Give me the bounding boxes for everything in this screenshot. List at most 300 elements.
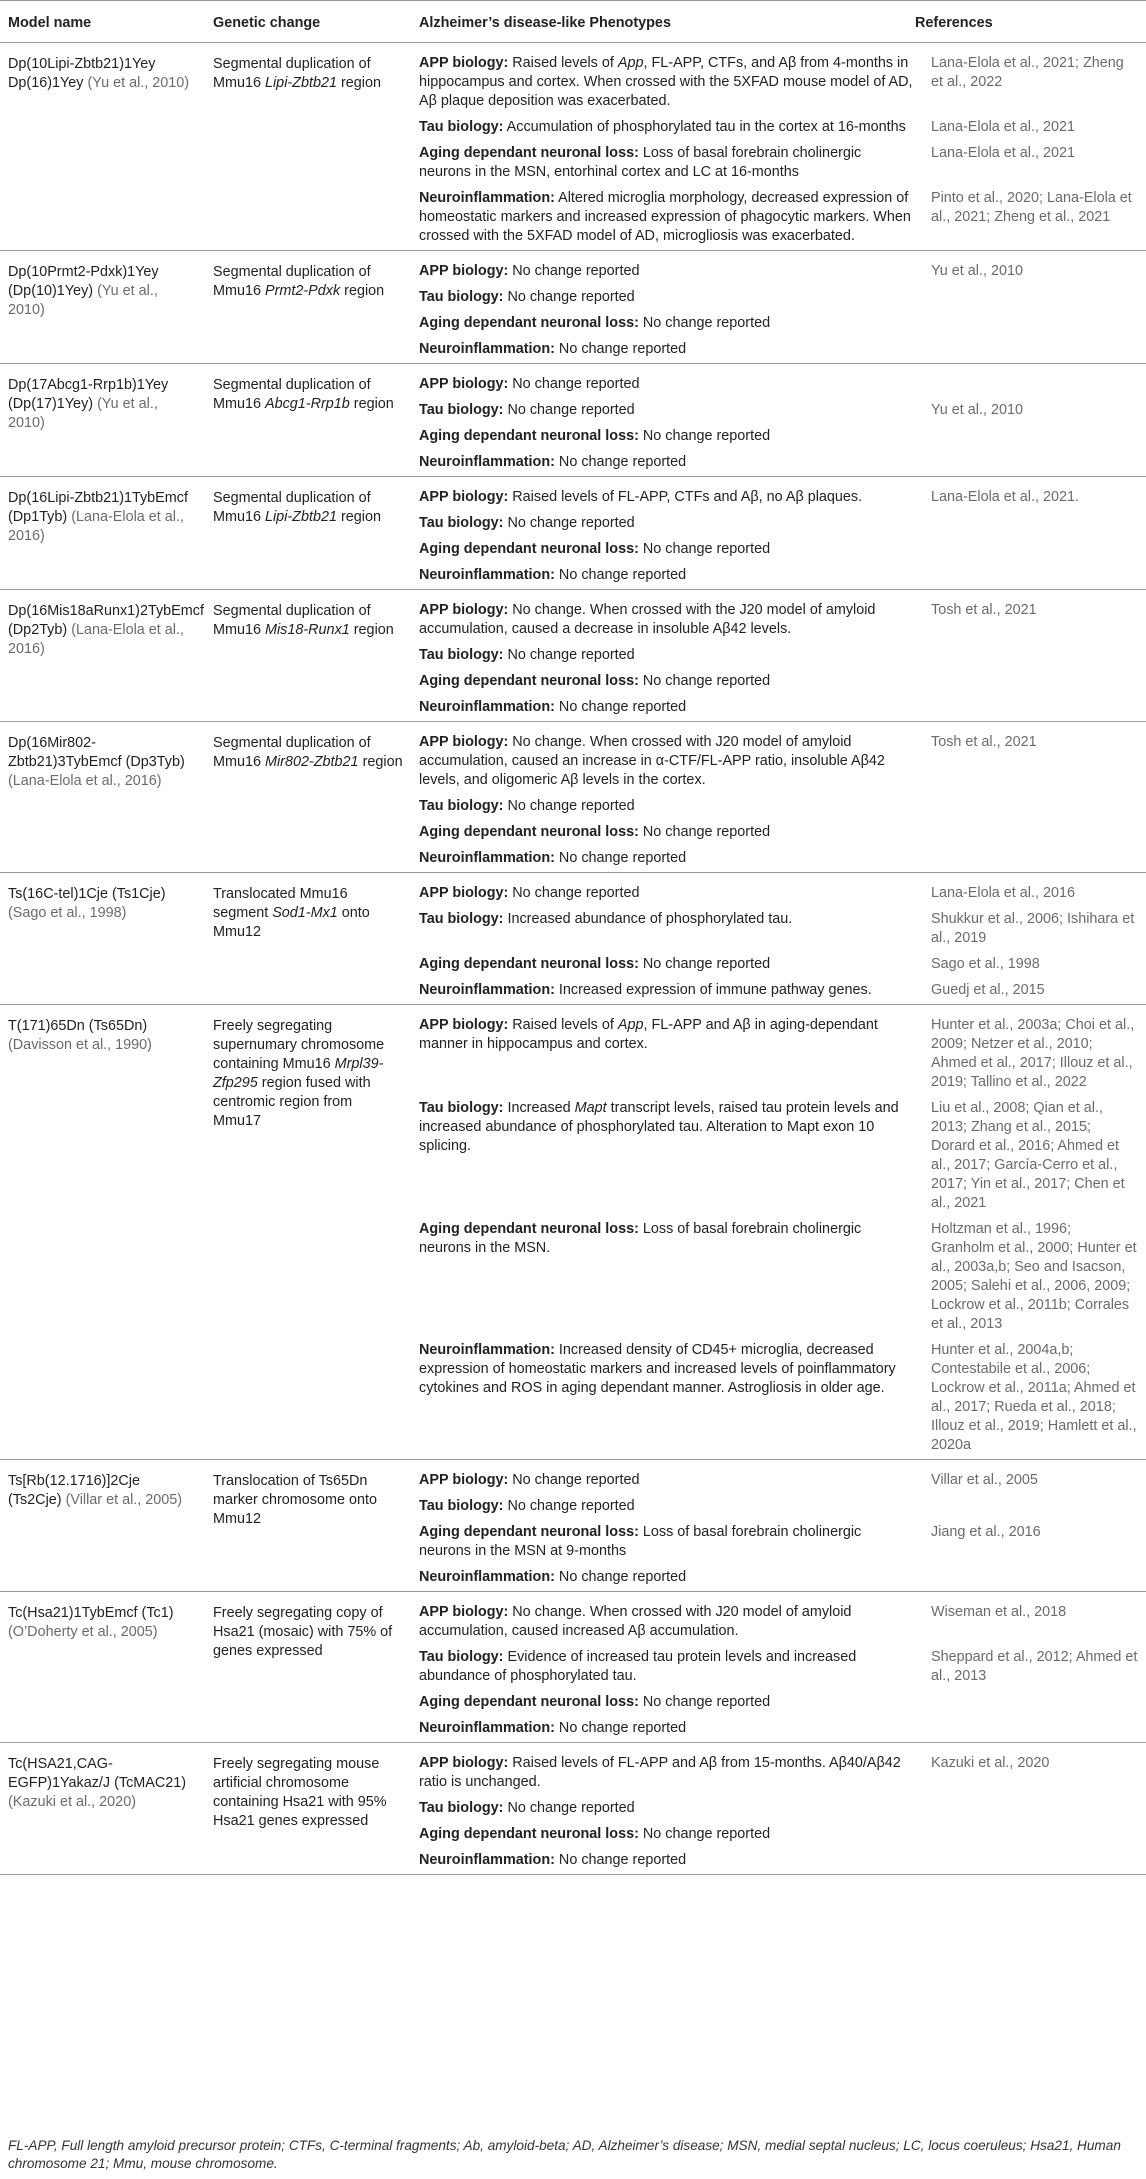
- phenotype-references: [915, 1822, 1138, 1848]
- phenotype-references: [915, 450, 1138, 476]
- phenotype-references: Yu et al., 2010: [931, 263, 1024, 279]
- genetic-change-text: Segmental duplication of Mmu16: [213, 264, 371, 299]
- phenotype-text: [419, 794, 915, 820]
- phenotype-row: [419, 485, 1138, 511]
- phenotype-references: Lana-Elola et al., 2021; Zheng et al., 2022: [931, 55, 1124, 90]
- phenotype-references: Guedj et al., 2015: [931, 982, 1045, 998]
- phenotype-row: [419, 1796, 1138, 1822]
- phenotype-references: Wiseman et al., 2018: [931, 1604, 1067, 1620]
- phenotype-description: Loss of basal forebrain cholinergic neurons in the MSN, entorhinal cortex and LC at 16-months: [419, 145, 862, 180]
- phenotype-label: Tau biology:: [419, 289, 504, 305]
- phenotype-text: [419, 1716, 915, 1742]
- phenotype-references: Lana-Elola et al., 2021: [931, 145, 1076, 161]
- model-name: Dp(16Lipi-Zbtb21)1TybEmcf (Dp1Tyb): [8, 490, 188, 525]
- phenotypes-cell: [411, 873, 1146, 1005]
- phenotype-row: [419, 1013, 1138, 1096]
- phenotype-description: No change reported: [503, 1800, 635, 1816]
- phenotype-label: Aging dependant neuronal loss:: [419, 428, 639, 444]
- genetic-change-text: Segmental duplication of Mmu16: [213, 735, 371, 770]
- genetic-change-cell: [205, 1592, 411, 1743]
- phenotype-list: [419, 372, 1138, 476]
- phenotype-gene: App: [617, 55, 644, 71]
- phenotype-description: Increased: [503, 1100, 575, 1116]
- phenotype-row: [419, 1338, 1138, 1459]
- phenotype-label: Tau biology:: [419, 647, 504, 663]
- genetic-change-suffix: region fused with centromic region from Mmu17: [213, 1075, 371, 1129]
- phenotype-row: [419, 1468, 1138, 1494]
- phenotype-label: Tau biology:: [419, 1649, 504, 1665]
- model-name-cell: [0, 477, 205, 590]
- phenotype-label: Aging dependant neuronal loss:: [419, 824, 639, 840]
- model-name-cell: [0, 43, 205, 251]
- phenotype-description: No change. When crossed with J20 model of amyloid accumulation, caused increased Aβ accumulation.: [419, 1604, 852, 1639]
- model-citation: (Villar et al., 2005): [65, 1492, 183, 1508]
- phenotype-label: APP biology:: [419, 1017, 509, 1033]
- model-name: T(171)65Dn (Ts65Dn): [8, 1018, 148, 1034]
- phenotype-text: [419, 1013, 915, 1096]
- phenotype-description: No change reported: [554, 850, 687, 866]
- table-footnote: FL-APP, Full length amyloid precursor protein; CTFs, C-terminal fragments; Ab, amyloid-beta; AD, Alzheimer’s disease; MSN, medial septal nucleus; LC, locus coeruleus; Hsa21, Human chromosome 21; Mmu, mouse chromosome.: [8, 2138, 1121, 2171]
- phenotype-text: [419, 141, 915, 186]
- phenotype-description: No change reported: [508, 376, 640, 392]
- phenotype-text: [419, 1096, 915, 1217]
- phenotype-list: [419, 598, 1138, 721]
- phenotype-references: [915, 820, 1138, 846]
- genetic-change-cell: [205, 43, 411, 251]
- table-row: [0, 43, 1146, 251]
- phenotype-label: APP biology:: [419, 55, 509, 71]
- phenotype-references: [915, 511, 1138, 537]
- phenotype-references: [915, 1690, 1138, 1716]
- phenotype-label: Tau biology:: [419, 515, 504, 531]
- phenotype-label: Neuroinflammation:: [419, 982, 555, 998]
- phenotype-row: [419, 820, 1138, 846]
- phenotype-references: [915, 1565, 1138, 1591]
- genetic-change-cell: [205, 1743, 411, 1875]
- phenotype-row: [419, 1848, 1138, 1874]
- phenotypes-cell: [411, 364, 1146, 477]
- phenotype-text: [419, 285, 915, 311]
- phenotype-row: [419, 450, 1138, 476]
- phenotype-references: Lana-Elola et al., 2021: [931, 119, 1076, 135]
- genetic-region: Prmt2-Pdxk: [264, 283, 341, 299]
- phenotype-row: [419, 695, 1138, 721]
- header-model-name: Model name: [0, 1, 205, 43]
- phenotype-description: Increased expression of immune pathway genes.: [554, 982, 872, 998]
- phenotype-description-cont: transcript levels, raised tau protein levels and increased abundance of phosphorylated tau. Alteration to Mapt exon 10 splicing.: [419, 1100, 899, 1154]
- phenotype-description: Raised levels of FL-APP, CTFs and Aβ, no Aβ plaques.: [508, 489, 863, 505]
- phenotype-row: [419, 285, 1138, 311]
- phenotype-row: [419, 1751, 1138, 1796]
- genetic-change-text: Translocated Mmu16 segment: [213, 886, 348, 921]
- phenotype-references: [915, 424, 1138, 450]
- phenotype-label: Tau biology:: [419, 911, 504, 927]
- table-row: [0, 1460, 1146, 1592]
- phenotype-label: Tau biology:: [419, 402, 504, 418]
- phenotype-text: [419, 1520, 915, 1565]
- model-name-cell: [0, 722, 205, 873]
- phenotype-text: [419, 186, 915, 250]
- phenotype-gene: App: [617, 1017, 644, 1033]
- phenotype-references: Yu et al., 2010: [931, 402, 1024, 418]
- phenotype-list: [419, 1468, 1138, 1591]
- genetic-change-cell: [205, 873, 411, 1005]
- phenotype-label: Neuroinflammation:: [419, 567, 555, 583]
- genetic-change-cell: [205, 1460, 411, 1592]
- phenotype-references: [915, 285, 1138, 311]
- model-citation: (O’Doherty et al., 2005): [8, 1624, 158, 1640]
- phenotype-references: Tosh et al., 2021: [931, 602, 1037, 618]
- model-citation: (Lana-Elola et al., 2016): [8, 773, 162, 789]
- phenotype-label: Neuroinflammation:: [419, 190, 555, 206]
- genetic-region: Mir802-Zbtb21: [264, 754, 359, 770]
- phenotype-label: Tau biology:: [419, 119, 504, 135]
- model-name-cell: [0, 1005, 205, 1460]
- phenotype-row: [419, 1690, 1138, 1716]
- model-name: Dp(10Lipi-Zbtb21)1Yey Dp(16)1Yey: [8, 56, 156, 91]
- phenotype-row: [419, 669, 1138, 695]
- phenotype-references: Hunter et al., 2004a,b; Contestabile et al., 2006; Lockrow et al., 2011a; Ahmed et al., 2017; Rueda et al., 2018; Illouz et al., 2019; Hamlett et al., 2020a: [931, 1342, 1137, 1453]
- model-citation: (Lana-Elola et al., 2016): [8, 622, 184, 657]
- phenotype-description: Altered microglia morphology, decreased expression of homeostatic markers and increased expression of phagocytic markers. When crossed with the 5XFAD model of AD, microgliosis was exacerbated.: [419, 190, 911, 244]
- phenotypes-cell: [411, 590, 1146, 722]
- phenotype-text: [419, 695, 915, 721]
- phenotype-label: Neuroinflammation:: [419, 1720, 555, 1736]
- phenotypes-cell: [411, 251, 1146, 364]
- phenotype-description: Loss of basal forebrain cholinergic neurons in the MSN.: [419, 1221, 862, 1256]
- table-row: [0, 1005, 1146, 1460]
- genetic-change-cell: [205, 251, 411, 364]
- phenotype-label: Neuroinflammation:: [419, 850, 555, 866]
- phenotype-row: [419, 51, 1138, 115]
- phenotype-row: [419, 643, 1138, 669]
- phenotype-description: No change reported: [638, 428, 771, 444]
- model-name: Dp(10Prmt2-Pdxk)1Yey (Dp(10)1Yey): [8, 264, 159, 299]
- phenotype-description: No change reported: [638, 315, 771, 331]
- phenotype-list: [419, 1751, 1138, 1874]
- phenotype-list: [419, 485, 1138, 589]
- phenotype-label: Aging dependant neuronal loss:: [419, 145, 639, 161]
- phenotype-row: [419, 311, 1138, 337]
- phenotype-row: [419, 115, 1138, 141]
- phenotypes-cell: [411, 477, 1146, 590]
- table-row: [0, 1743, 1146, 1875]
- genetic-change-suffix: region: [349, 622, 394, 638]
- phenotype-text: [419, 1338, 915, 1459]
- phenotype-row: [419, 259, 1138, 285]
- phenotype-references: Sheppard et al., 2012; Ahmed et al., 2013: [931, 1649, 1138, 1684]
- phenotype-label: APP biology:: [419, 1472, 509, 1488]
- phenotype-label: Aging dependant neuronal loss:: [419, 1826, 639, 1842]
- phenotype-row: [419, 1565, 1138, 1591]
- phenotype-row: [419, 978, 1138, 1004]
- phenotype-text: [419, 846, 915, 872]
- phenotype-row: [419, 952, 1138, 978]
- header-genetic-change: Genetic change: [205, 1, 411, 43]
- genetic-change-text: Translocation of Ts65Dn marker chromosome onto Mmu12: [213, 1473, 377, 1527]
- phenotype-description: No change reported: [508, 263, 640, 279]
- phenotype-references: [915, 1716, 1138, 1742]
- phenotype-label: APP biology:: [419, 885, 509, 901]
- phenotype-description: No change reported: [638, 956, 771, 972]
- phenotype-references: [915, 1848, 1138, 1874]
- phenotype-references: Liu et al., 2008; Qian et al., 2013; Zhang et al., 2015; Dorard et al., 2016; Ahmed et al., 2017; García-Cerro et al., 2017; Yin et al., 2017; Chen et al., 2021: [931, 1100, 1125, 1211]
- model-name: Dp(16Mis18aRunx1)2TybEmcf (Dp2Tyb): [8, 603, 204, 638]
- phenotype-label: APP biology:: [419, 1755, 509, 1771]
- phenotype-row: [419, 881, 1138, 907]
- phenotype-text: [419, 1565, 915, 1591]
- phenotype-label: APP biology:: [419, 263, 509, 279]
- genetic-region: Abcg1-Rrp1b: [264, 396, 350, 412]
- genetic-change-text: Segmental duplication of Mmu16: [213, 56, 371, 91]
- genetic-change-text: Freely segregating supernumary chromosome containing Mmu16: [213, 1018, 385, 1072]
- model-citation: (Yu et al., 2010): [8, 283, 158, 318]
- phenotype-label: Aging dependant neuronal loss:: [419, 315, 639, 331]
- phenotype-label: APP biology:: [419, 1604, 509, 1620]
- phenotype-text: [419, 598, 915, 643]
- phenotype-row: [419, 1217, 1138, 1338]
- phenotype-row: [419, 598, 1138, 643]
- phenotype-description: No change reported: [554, 699, 687, 715]
- phenotype-references: Kazuki et al., 2020: [931, 1755, 1050, 1771]
- phenotype-references: [915, 563, 1138, 589]
- phenotype-references: Sago et al., 1998: [931, 956, 1040, 972]
- phenotype-label: APP biology:: [419, 489, 509, 505]
- phenotype-text: [419, 563, 915, 589]
- phenotype-label: Aging dependant neuronal loss:: [419, 541, 639, 557]
- phenotype-label: Neuroinflammation:: [419, 699, 555, 715]
- phenotype-label: Tau biology:: [419, 1498, 504, 1514]
- phenotype-description: Evidence of increased tau protein levels and increased abundance of phosphorylated tau.: [419, 1649, 857, 1684]
- phenotype-references: [915, 311, 1138, 337]
- phenotype-text: [419, 730, 915, 794]
- phenotype-text: [419, 1796, 915, 1822]
- genetic-change-suffix: region: [358, 754, 403, 770]
- model-name-cell: [0, 1460, 205, 1592]
- phenotype-description: No change reported: [554, 341, 687, 357]
- phenotype-references: [915, 337, 1138, 363]
- phenotype-references: [915, 1494, 1138, 1520]
- phenotype-row: [419, 141, 1138, 186]
- phenotype-description: Raised levels of: [508, 1017, 618, 1033]
- phenotype-description: No change reported: [638, 1694, 771, 1710]
- phenotype-description: No change reported: [638, 673, 771, 689]
- phenotype-description: No change. When crossed with the J20 model of amyloid accumulation, caused a decrease in insoluble Aβ42 levels.: [419, 602, 876, 637]
- phenotype-row: [419, 1096, 1138, 1217]
- model-name: Dp(16Mir802-Zbtb21)3TybEmcf (Dp3Tyb): [8, 735, 185, 770]
- phenotype-description: Raised levels of FL-APP and Aβ from 15-months. Aβ40/Aβ42 ratio is unchanged.: [419, 1755, 901, 1790]
- phenotype-text: [419, 1494, 915, 1520]
- phenotypes-cell: [411, 1460, 1146, 1592]
- table-row: [0, 477, 1146, 590]
- header-references: References: [907, 1, 1146, 43]
- model-name: Ts[Rb(12.1716)]2Cje (Ts2Cje): [8, 1473, 140, 1508]
- phenotypes-cell: [411, 1743, 1146, 1875]
- table-row: [0, 590, 1146, 722]
- phenotype-description: Accumulation of phosphorylated tau in the cortex at 16-months: [503, 119, 906, 135]
- header-row: [0, 1, 1146, 43]
- phenotype-text: [419, 424, 915, 450]
- phenotype-description: No change reported: [554, 454, 687, 470]
- phenotype-references: Shukkur et al., 2006; Ishihara et al., 2019: [931, 911, 1135, 946]
- phenotype-description: No change reported: [503, 402, 635, 418]
- phenotype-row: [419, 846, 1138, 872]
- phenotype-description: No change reported: [638, 1826, 771, 1842]
- phenotype-label: Neuroinflammation:: [419, 1342, 555, 1358]
- phenotype-label: Tau biology:: [419, 1800, 504, 1816]
- phenotype-label: Aging dependant neuronal loss:: [419, 1524, 639, 1540]
- header-phenotypes: Alzheimer’s disease-like Phenotypes: [411, 1, 907, 43]
- phenotype-row: [419, 907, 1138, 952]
- phenotype-label: Neuroinflammation:: [419, 341, 555, 357]
- genetic-region: Mrpl39-Zfp295: [213, 1056, 384, 1091]
- phenotype-text: [419, 1645, 915, 1690]
- model-name: Dp(17Abcg1-Rrp1b)1Yey (Dp(17)1Yey): [8, 377, 169, 412]
- phenotype-row: [419, 1520, 1138, 1565]
- phenotype-references: Lana-Elola et al., 2021.: [931, 489, 1080, 505]
- phenotype-references: Tosh et al., 2021: [931, 734, 1037, 750]
- phenotype-description: No change reported: [638, 824, 771, 840]
- phenotype-text: [419, 669, 915, 695]
- phenotype-description: No change reported: [638, 541, 771, 557]
- phenotype-description: Raised levels of: [508, 55, 618, 71]
- phenotype-list: [419, 881, 1138, 1004]
- phenotype-description: No change reported: [508, 1472, 640, 1488]
- genetic-region: Sod1-Mx1: [272, 905, 338, 921]
- phenotype-text: [419, 820, 915, 846]
- model-name: Tc(HSA21,CAG-EGFP)1Yakaz/J (TcMAC21): [8, 1756, 187, 1791]
- phenotype-text: [419, 311, 915, 337]
- phenotype-gene: Mapt: [574, 1100, 607, 1116]
- table-row: [0, 364, 1146, 477]
- phenotype-references: Villar et al., 2005: [931, 1472, 1038, 1488]
- phenotype-text: [419, 337, 915, 363]
- model-name: Tc(Hsa21)1TybEmcf (Tc1): [8, 1605, 174, 1621]
- phenotype-row: [419, 398, 1138, 424]
- phenotype-text: [419, 1468, 915, 1494]
- genetic-change-cell: [205, 590, 411, 722]
- phenotype-description: No change. When crossed with J20 model of amyloid accumulation, caused an increase in α-CTF/FL-APP ratio, insoluble Aβ42 levels, and oligomeric Aβ levels in the cortex.: [419, 734, 885, 788]
- phenotype-description-cont: , FL-APP and Aβ in aging-dependant manner in hippocampus and cortex.: [419, 1017, 878, 1052]
- phenotype-description: Increased abundance of phosphorylated tau.: [503, 911, 793, 927]
- phenotype-references: [915, 643, 1138, 669]
- phenotype-references: Pinto et al., 2020; Lana-Elola et al., 2021; Zheng et al., 2021: [931, 190, 1132, 225]
- phenotype-row: [419, 1645, 1138, 1690]
- phenotype-row: [419, 1716, 1138, 1742]
- phenotype-label: Neuroinflammation:: [419, 1569, 555, 1585]
- genetic-region: Lipi-Zbtb21: [264, 75, 337, 91]
- genetic-region: Lipi-Zbtb21: [264, 509, 337, 525]
- phenotype-text: [419, 1217, 915, 1338]
- model-citation: (Yu et al., 2010): [87, 75, 190, 91]
- phenotype-description: No change reported: [503, 515, 635, 531]
- model-name-cell: [0, 1592, 205, 1743]
- phenotype-text: [419, 1848, 915, 1874]
- phenotype-label: Aging dependant neuronal loss:: [419, 956, 639, 972]
- phenotype-row: [419, 1494, 1138, 1520]
- model-name-cell: [0, 1743, 205, 1875]
- phenotype-text: [419, 1822, 915, 1848]
- phenotype-text: [419, 1600, 915, 1645]
- phenotype-text: [419, 398, 915, 424]
- phenotype-text: [419, 450, 915, 476]
- genetic-change-text: Segmental duplication of Mmu16: [213, 490, 371, 525]
- genetic-change-cell: [205, 722, 411, 873]
- phenotype-row: [419, 424, 1138, 450]
- phenotype-list: [419, 51, 1138, 250]
- phenotype-label: Aging dependant neuronal loss:: [419, 1221, 639, 1237]
- phenotype-description: No change reported: [554, 1720, 687, 1736]
- table-row: [0, 722, 1146, 873]
- genetic-change-cell: [205, 1005, 411, 1460]
- phenotype-references: [915, 846, 1138, 872]
- phenotype-label: Neuroinflammation:: [419, 454, 555, 470]
- phenotype-description: No change reported: [508, 885, 640, 901]
- phenotype-text: [419, 511, 915, 537]
- genetic-change-text: Segmental duplication of Mmu16: [213, 603, 371, 638]
- phenotypes-cell: [411, 1005, 1146, 1460]
- phenotype-label: APP biology:: [419, 734, 509, 750]
- phenotype-list: [419, 730, 1138, 872]
- phenotype-list: [419, 1600, 1138, 1742]
- phenotype-text: [419, 978, 915, 1004]
- genetic-change-suffix: region: [349, 396, 394, 412]
- genetic-change-text: Freely segregating mouse artificial chromosome containing Hsa21 with 95% Hsa21 genes expressed: [213, 1756, 387, 1829]
- phenotype-list: [419, 259, 1138, 363]
- phenotype-description-cont: , FL-APP, CTFs, and Aβ from 4-months in hippocampus and cortex. When crossed with the 5XFAD mouse model of AD, Aβ plaque deposition was exacerbated.: [419, 55, 913, 109]
- phenotype-row: [419, 1600, 1138, 1645]
- phenotype-label: Aging dependant neuronal loss:: [419, 673, 639, 689]
- model-name-cell: [0, 251, 205, 364]
- phenotype-description: Loss of basal forebrain cholinergic neurons in the MSN at 9-months: [419, 1524, 862, 1559]
- phenotype-description: No change reported: [503, 798, 635, 814]
- phenotype-description: No change reported: [503, 289, 635, 305]
- phenotype-text: [419, 907, 915, 952]
- phenotypes-cell: [411, 1592, 1146, 1743]
- genetic-change-cell: [205, 364, 411, 477]
- phenotype-references: Lana-Elola et al., 2016: [931, 885, 1076, 901]
- phenotype-row: [419, 730, 1138, 794]
- phenotype-references: [915, 1796, 1138, 1822]
- table-body: [0, 43, 1146, 1875]
- table-row: [0, 251, 1146, 364]
- genetic-change-cell: [205, 477, 411, 590]
- model-name-cell: [0, 364, 205, 477]
- phenotype-references: Hunter et al., 2003a; Choi et al., 2009; Netzer et al., 2010; Ahmed et al., 2017; Illouz et al., 2019; Tallino et al., 2022: [931, 1017, 1135, 1090]
- phenotype-text: [419, 372, 915, 398]
- phenotype-references: Holtzman et al., 1996; Granholm et al., 2000; Hunter et al., 2003a,b; Seo and Isacson, 2005; Salehi et al., 2006, 2009; Lockrow et al., 2011b; Corrales et al., 2013: [931, 1221, 1137, 1332]
- table-row: [0, 1592, 1146, 1743]
- phenotype-row: [419, 794, 1138, 820]
- phenotype-label: Neuroinflammation:: [419, 1852, 555, 1868]
- phenotype-text: [419, 1690, 915, 1716]
- model-name-cell: [0, 590, 205, 722]
- phenotype-references: [915, 372, 1138, 398]
- phenotype-row: [419, 511, 1138, 537]
- model-citation: (Lana-Elola et al., 2016): [8, 509, 184, 544]
- phenotype-text: [419, 51, 915, 115]
- phenotype-references: [915, 794, 1138, 820]
- model-citation: (Davisson et al., 1990): [8, 1037, 152, 1053]
- phenotype-text: [419, 485, 915, 511]
- phenotype-label: APP biology:: [419, 376, 509, 392]
- model-citation: (Sago et al., 1998): [8, 905, 127, 921]
- table-row: [0, 873, 1146, 1005]
- phenotype-text: [419, 1751, 915, 1796]
- phenotype-description: No change reported: [554, 1852, 687, 1868]
- phenotype-description: No change reported: [503, 647, 635, 663]
- phenotype-label: APP biology:: [419, 602, 509, 618]
